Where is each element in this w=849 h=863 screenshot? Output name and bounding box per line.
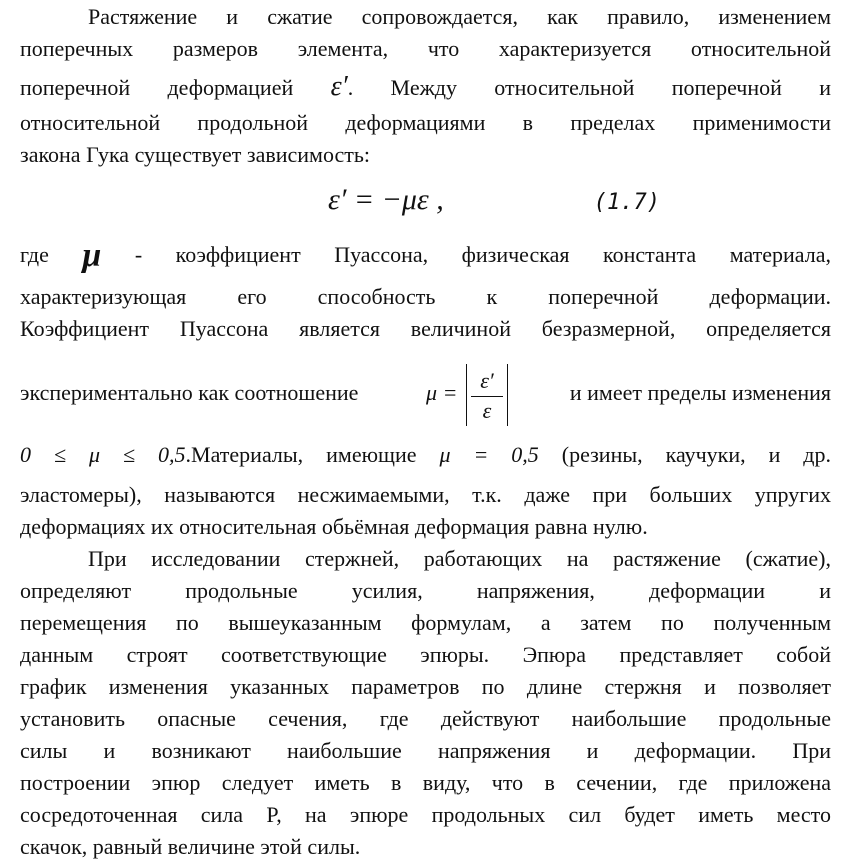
text-line: эластомеры), называются несжимаемыми, т.к. даже при больших упругих <box>20 482 831 507</box>
text-line-with-ratio <box>20 360 831 430</box>
fraction-numerator: ε′ <box>480 368 494 393</box>
text-segment: экспериментально как соотношение <box>20 380 359 405</box>
text-line: деформациях их относительная обьёмная деформация равна нулю. <box>20 514 648 539</box>
mu-value: μ = 0,5 <box>439 442 539 467</box>
mu-symbol: μ <box>82 237 102 274</box>
text-line: перемещения по вышеуказанным формулам, а затем по полученным <box>20 610 831 635</box>
text-line: поперечных размеров элемента, что характеризуется относительной <box>20 36 831 61</box>
text-line: относительной продольной деформациями в пределах применимости <box>20 110 831 135</box>
text-line: силы и возникают наибольшие напряжения и деформации. При <box>20 738 831 763</box>
mu-range: 0 ≤ μ ≤ 0,5 <box>20 442 186 467</box>
formula-number: (1.7) <box>593 190 660 215</box>
text-line: скачок, равный величине этой силы. <box>20 834 361 859</box>
text-line: Коэффициент Пуассона является величиной безразмерной, определяется <box>20 316 831 341</box>
abs-fraction <box>466 364 508 426</box>
text-line: закона Гука существует зависимость: <box>20 142 371 167</box>
text-segment: - коэффициент Пуассона, физическая константа материала, <box>134 242 832 267</box>
text-line <box>20 440 831 470</box>
text-line: данным строят соответствующие эпюры. Эпюра представляет собой <box>20 642 831 667</box>
text-line: установить опасные сечения, где действуют наибольшие продольные <box>20 706 831 731</box>
text-line: сосредоточенная сила P, на эпюре продольных сил будет иметь место <box>20 802 831 827</box>
text-line: характеризующая его способность к поперечной деформации. <box>20 284 831 309</box>
ratio-equals: = <box>444 380 457 405</box>
text-line <box>20 237 832 274</box>
text-line: построении эпюр следует иметь в виду, что в сечении, где приложена <box>20 770 831 795</box>
text-line: Растяжение и сжатие сопровождается, как правило, изменением <box>88 4 831 29</box>
formula-expression: ε′ = −με , <box>328 183 444 216</box>
text-segment: и имеет пределы изменения <box>569 380 831 405</box>
epsilon-prime-symbol: ε′ <box>330 71 348 102</box>
text-line: определяют продольные усилия, напряжения, деформации и <box>20 578 831 603</box>
text-segment: поперечной деформацией <box>20 75 294 100</box>
text-segment: где <box>20 242 49 267</box>
text-segment: .Материалы, имеющие <box>185 442 417 467</box>
text-line: график изменения указанных параметров по длине стержня и позволяет <box>20 674 831 699</box>
text-segment: . Между относительной поперечной и <box>347 75 831 100</box>
text-line <box>20 72 831 103</box>
text-segment: (резины, каучуки, и др. <box>561 442 832 467</box>
formula-1-7 <box>328 180 660 223</box>
fraction-bar <box>471 396 503 397</box>
text-line: При исследовании стержней, работающих на растяжение (сжатие), <box>88 546 831 571</box>
ratio-mu: μ <box>426 380 438 405</box>
fraction-denominator: ε <box>482 398 492 423</box>
